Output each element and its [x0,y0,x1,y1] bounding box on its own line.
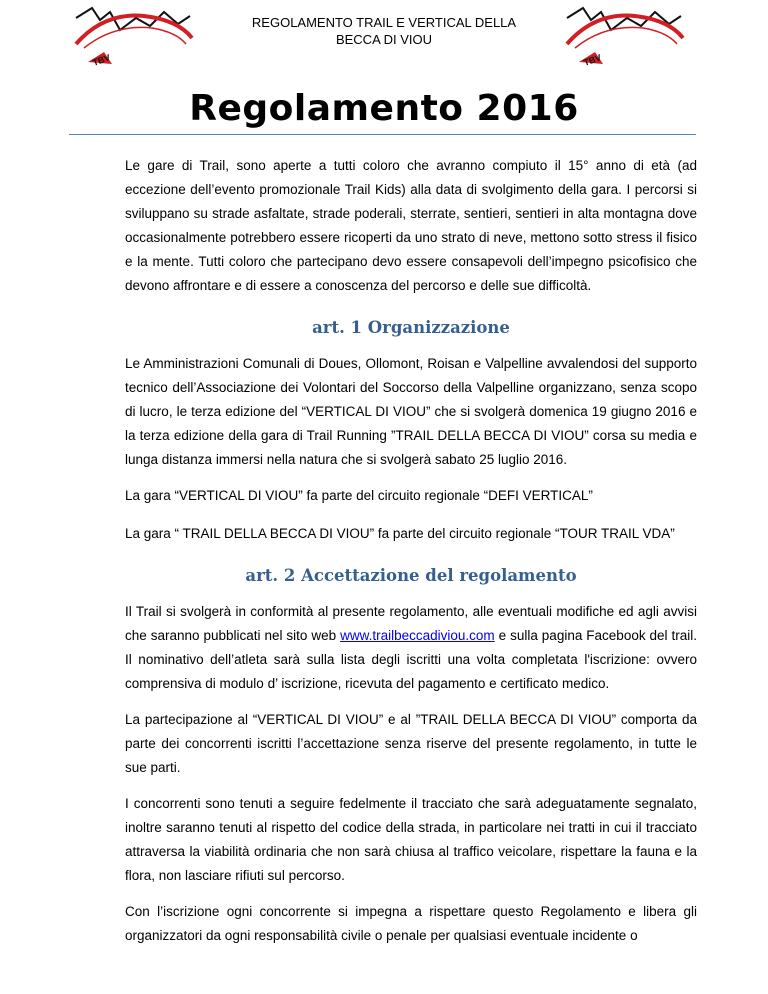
art2-paragraph-3: I concorrenti sono tenuti a seguire fedelmente il tracciato che sarà adeguatamente segnalato, inoltre saranno tenuti al rispetto del codice della strada, in particolare nei tratti in cui il tracciato attraversa la viabilità ordinaria che non sarà chiusa al traffico veicolare, rispettare la fauna e la flora, non lasciare rifiuti sul percorso. [125,796,697,883]
art1-paragraph-3: La gara “ TRAIL DELLA BECCA DI VIOU” fa parte del circuito regionale “TOUR TRAIL VDA” [125,526,675,541]
logo-abbr: TBV [582,52,603,68]
trail-logo-right [565,4,685,70]
art2-p1-after: e sulla pagina Facebook del trail. Il nominativo dell’atleta sarà sulla lista degli iscritti una volta completata l'iscrizione: ovvero comprensiva di modulo d’ iscrizione, ricevuta del pagamento e certificato medico. [125,628,698,691]
title-rule [69,134,696,135]
header-line-1: REGOLAMENTO TRAIL E VERTICAL DELLA [251,15,517,30]
logo-abbr: TBV [91,52,112,68]
section-heading-art2: art. 2 Accettazione del regolamento [245,566,577,585]
header-line-2: BECCA DI VIOU [335,32,433,47]
art1-paragraph-2: La gara “VERTICAL DI VIOU” fa parte del circuito regionale “DEFI VERTICAL” [125,488,593,503]
art2-paragraph-4: Con l’iscrizione ogni concorrente si impegna a rispettare questo Regolamento e libera gli organizzatori da ogni responsabilità civile o penale per qualsiasi eventuale incidente o [125,904,697,943]
page-header [0,0,768,70]
website-link[interactable]: www.trailbeccadiviou.com [340,628,495,643]
section-heading-art1: art. 1 Organizzazione [312,318,510,337]
page-title: Regolamento 2016 [189,88,579,129]
art2-p1-before: Il Trail si svolgerà in conformità al presente regolamento, alle eventuali modifiche ed agli avvisi che saranno pubblicati nel sito web [125,604,697,643]
intro-paragraph: Le gare di Trail, sono aperte a tutti coloro che avranno compiuto il 15° anno di età (ad eccezione dell’evento promozionale Trail Kids) alla data di svolgimento della gara. I percorsi si sviluppano su strade asfaltate, strade poderali, sterrate, sentieri, sentieri in alta montagna dove occasionalmente potrebbero essere ricoperti da uno strato di neve, mettono sotto stress il fisico e la mente. Tutti coloro che partecipano devo essere consapevoli dell’impegno psicofisico che devono affrontare e di essere a conoscenza del percorso e delle sue difficoltà. [125,158,697,293]
art2-paragraph-2: La partecipazione al “VERTICAL DI VIOU” e al ”TRAIL DELLA BECCA DI VIOU” comporta da parte dei concorrenti iscritti l’accettazione senza riserve del presente regolamento, in tutte le sue parti. [125,712,697,775]
art1-paragraph-1: Le Amministrazioni Comunali di Doues, Ollomont, Roisan e Valpelline avvalendosi del supporto tecnico dell’Associazione dei Volontari del Soccorso della Valpelline organizzano, senza scopo di lucro, le terza edizione del “VERTICAL DI VIOU” che si svolgerà domenica 19 giugno 2016 e la terza edizione della gara di Trail Running ”TRAIL DELLA BECCA DI VIOU” corsa su media e lunga distanza immersi nella natura che si svolgerà sabato 25 luglio 2016. [125,356,697,467]
document-body [125,154,697,960]
art2-paragraph-1 [125,600,697,696]
